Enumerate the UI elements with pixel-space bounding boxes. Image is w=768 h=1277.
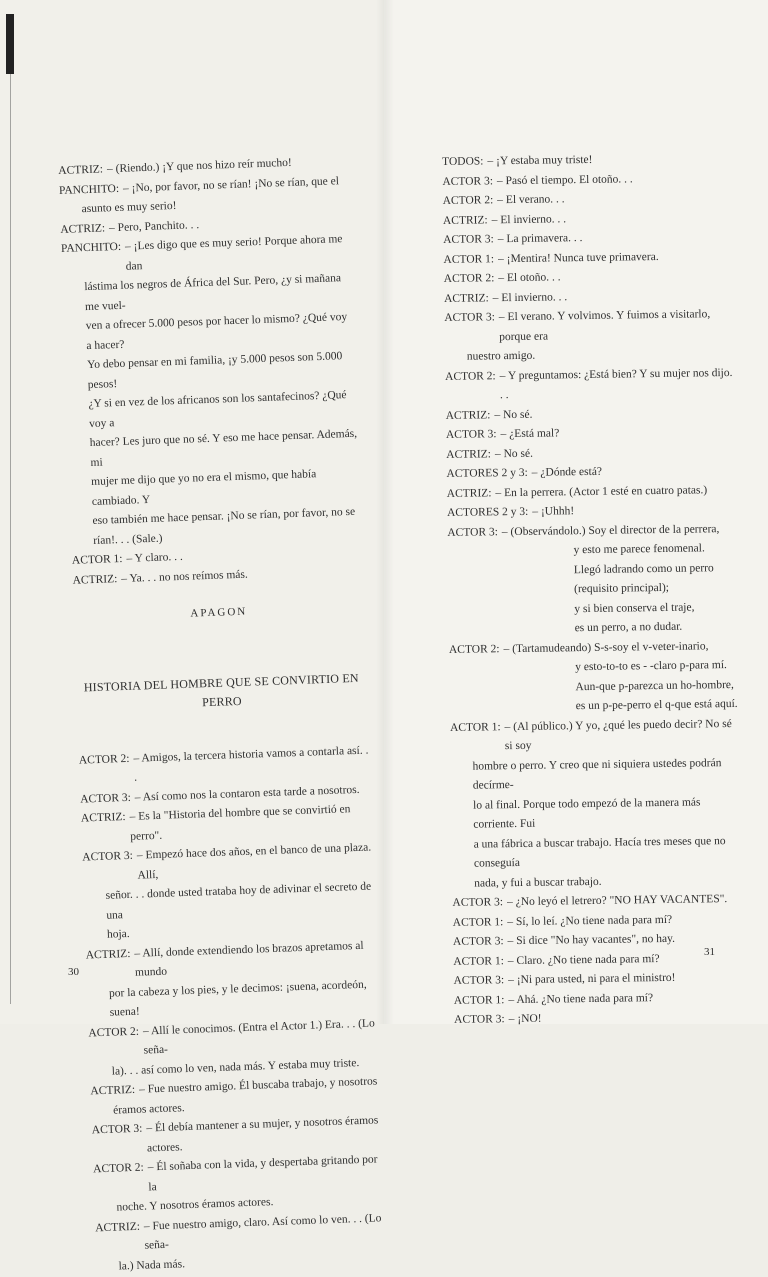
line-text: – ¡Les digo que es muy serio! Porque ahora me dan [124, 233, 343, 273]
dialogue-line [451, 792, 742, 835]
line-text: ¿Y si en vez de los africanos son los santafecinos? ¿Qué voy a [88, 389, 347, 430]
line-text: ven a ofrecer 5.000 pesos por hacer lo mismo? ¿Qué voy a hacer? [85, 311, 348, 352]
line-text: – El invierno. . . [491, 212, 567, 226]
line-text: – ¡Uhhh! [532, 505, 575, 518]
line-text: rían!. . . (Sale.) [93, 532, 163, 547]
speaker-name: TODOS: [442, 155, 484, 168]
verse-line: y si bien conserva el traje, [574, 601, 695, 615]
speaker-name: ACTRIZ: [446, 447, 492, 461]
scan-edge-mark [6, 14, 14, 74]
line-text: – No sé. [494, 447, 534, 460]
line-text: – ¡Ni para usted, ni para el ministro! [508, 971, 676, 987]
speaker-name: ACTOR 3: [452, 935, 504, 948]
scan-edge-line [10, 74, 11, 1004]
line-text: – Claro. ¿No tiene nada para mí? [507, 952, 660, 967]
line-text: nuestro amigo. [466, 349, 536, 363]
line-text: – (Al público.) Y yo, ¿qué les puedo decir? No sé si soy [504, 717, 732, 753]
speaker-name: PANCHITO: [58, 182, 120, 197]
line-text: – El invierno. . . [492, 290, 568, 304]
dialogue-line [450, 714, 741, 757]
dialogue-line [454, 1007, 744, 1031]
line-text: – ¡Y estaba muy triste! [487, 153, 593, 168]
verse-line: es un perro, a no dudar. [574, 620, 683, 635]
line-text: – Pero, Panchito. . . [108, 218, 200, 234]
verse-line: y esto-to-to es - -claro p-para mí. [575, 659, 727, 674]
page-number-right: 31 [704, 946, 715, 958]
speaker-name: ACTRIZ: [72, 572, 118, 587]
line-text: por la cabeza y los pies, y le decimos: ¡suena, acordeón, suena! [108, 978, 367, 1019]
left-dialogue-block-2 [79, 741, 387, 1277]
verse-line: y esto me parece fenomenal. [573, 542, 705, 557]
left-dialogue-block-1 [58, 152, 363, 591]
line-text: – ¡NO! [508, 1012, 542, 1026]
speaker-name: ACTOR 2: [88, 1025, 140, 1039]
speaker-name: ACTORES 2 y 3: [446, 466, 528, 480]
line-text: asunto es muy serio! [81, 199, 177, 216]
line-text: – ¿Dónde está? [531, 465, 603, 479]
speaker-name: ACTOR 3: [442, 174, 494, 188]
line-text: – Ya. . . no nos reímos más. [121, 568, 248, 585]
verse-line: Aun-que p-parezca un ho-hombre, [575, 678, 734, 693]
speaker-name: ACTRIZ: [446, 486, 492, 500]
line-text: – Sí, lo leí. ¿No tiene nada para mí? [507, 913, 673, 928]
speaker-name: ACTORES 2 y 3: [446, 505, 529, 519]
line-text: – ¿No leyó el letrero? "NO HAY VACANTES". [506, 893, 728, 909]
speaker-name: ACTOR 3: [80, 791, 132, 806]
book-gutter [376, 0, 394, 1024]
line-text: noche. Y nosotros éramos actores. [116, 1196, 274, 1214]
line-text: – Allí, donde extendiendo los brazos apretamos al mundo [134, 939, 364, 979]
right-dialogue-block-end [450, 714, 744, 1030]
speaker-name: ACTRIZ: [80, 811, 126, 825]
line-text: – La primavera. . . [497, 232, 583, 246]
speaker-name: ACTOR 3: [447, 525, 498, 539]
line-text: – Así como nos la contaron esta tarde a nosotros. [134, 783, 360, 804]
speaker-name: ACTOR 3: [445, 428, 497, 441]
speaker-name: ACTRIZ: [95, 1220, 141, 1234]
line-text: hombre o perro. Y creo que ni siquiera ustedes podrán decírme- [472, 756, 722, 792]
line-text: – Y preguntamos: ¿Está bien? Y su mujer nos dijo. . . [499, 366, 733, 402]
dialogue-line [445, 363, 736, 406]
speaker-name: ACTRIZ: [60, 221, 106, 236]
line-text: hoja. [106, 927, 130, 941]
left-page-text [58, 152, 387, 1277]
dialogue-line [452, 831, 743, 874]
speaker-name: PANCHITO: [60, 240, 122, 255]
speaker-name: ACTOR 2: [443, 272, 495, 285]
line-text: – (Riendo.) ¡Y que nos hizo reír mucho! [106, 156, 292, 176]
speaker-name: ACTOR 3: [453, 974, 505, 987]
line-text: la). . . así como lo ven, nada más. Y estaba muy triste. [111, 1056, 360, 1078]
right-dialogue-block [442, 149, 737, 543]
line-text: – ¡Mentira! Nunca tuve primavera. [497, 250, 659, 265]
line-text: – No sé. [494, 408, 533, 421]
line-text: eso también me hace pensar. ¡No se rían, por favor, no se [92, 505, 356, 528]
speaker-name: ACTRIZ: [445, 408, 491, 422]
speaker-name: ACTOR 2: [92, 1161, 144, 1176]
speaker-name: ACTRIZ: [443, 291, 489, 305]
line-text: – Fue nuestro amigo. Él buscaba trabajo, y nosotros [138, 1075, 378, 1096]
line-text: – ¿Está mal? [500, 427, 560, 441]
speaker-name: ACTOR 1: [452, 915, 504, 929]
speaker-name: ACTRIZ: [90, 1083, 136, 1098]
line-text: – El otoño. . . [498, 271, 561, 285]
line-text: – (Observándolo.) Soy el director de la perrera, [501, 522, 720, 538]
speaker-name: ACTOR 3: [452, 896, 504, 909]
speaker-name: ACTOR 2: [442, 194, 494, 207]
speaker-name: ACTOR 2: [445, 369, 496, 383]
line-text: mujer me dijo que yo no era el mismo, que había cambiado. Y [90, 468, 317, 508]
line-text: a una fábrica a buscar trabajo. Hacía tres meses que no conseguía [473, 834, 726, 870]
line-text: señor. . . donde usted trataba hoy de adivinar el secreto de una [105, 880, 372, 922]
speaker-name: ACTOR 1: [453, 954, 504, 968]
dialogue-line [444, 305, 735, 348]
speaker-name: ACTOR 1: [71, 552, 123, 567]
line-text: – Si dice "No hay vacantes", no hay. [507, 932, 676, 948]
verse-line: es un p-pe-perro el q-que está aquí. [575, 697, 738, 713]
line-text: – Fue nuestro amigo, claro. Así como lo ven. . . (Lo seña- [143, 1211, 382, 1252]
line-text: – Allí le conocimos. (Entra el Actor 1.) Era. . . (Lo seña- [142, 1016, 375, 1057]
speaker-name: ACTOR 1: [443, 252, 495, 266]
speaker-name: ACTOR 2: [448, 642, 500, 656]
verse-line: (requisito principal); [574, 581, 670, 596]
line-text: éramos actores. [112, 1101, 185, 1117]
line-text: – En la perrera. (Actor 1 esté en cuatro patas.) [495, 483, 708, 499]
page-number-left: 30 [68, 966, 79, 978]
speaker-name: ACTOR 3: [444, 311, 495, 324]
line-text: – Ahá. ¿No tiene nada para mí? [508, 991, 654, 1006]
line-text: nada, y fui a buscar trabajo. [474, 875, 602, 890]
line-text: hacer? Les juro que no sé. Y eso me hace pensar. Además, mi [89, 427, 358, 469]
speaker-name: ACTOR 2: [78, 752, 130, 767]
line-text: lo al final. Porque todo empezó de la manera más corriente. Fui [473, 795, 701, 831]
verse-line: Llegó ladrando como un perro [573, 561, 714, 576]
line-text: – (Tartamudeando) S-s-soy el v-veter-inario, [503, 639, 709, 655]
right-page-text [442, 149, 744, 1030]
line-text: – Es la "Historia del hombre que se convirtió en perro". [129, 803, 351, 843]
line-text: – Él soñaba con la vida, y despertaba gritando por la [147, 1153, 378, 1193]
speaker-name: ACTOR 3: [443, 233, 494, 246]
speaker-name: ACTRIZ: [85, 947, 131, 962]
speaker-name: ACTOR 3: [454, 1013, 505, 1026]
speaker-name: ACTOR 1: [453, 993, 505, 1007]
dialogue-line [450, 753, 741, 796]
speaker-name: ACTOR 3: [82, 849, 134, 864]
line-text: Yo debo pensar en mi familia, ¡y 5.000 pesos son 5.000 pesos! [86, 350, 343, 391]
speaker-name: ACTRIZ: [442, 213, 488, 227]
apagon-heading: APAGON [190, 605, 248, 620]
veterinarian-verse [449, 656, 740, 719]
speaker-name: ACTRIZ: [58, 163, 104, 177]
line-text: – ¡No, por favor, no se rían! ¡No se rían, que el [122, 174, 340, 195]
line-text: – Empezó hace dos años, en el banco de una plaza. Allí, [136, 841, 372, 882]
speaker-name: ACTOR 3: [91, 1122, 143, 1137]
director-verse [447, 539, 738, 641]
line-text: – Amigos, la tercera historia vamos a contarla así. . . [133, 744, 369, 784]
line-text: – Y claro. . . [126, 550, 183, 565]
line-text: la.) Nada más. [118, 1257, 186, 1273]
line-text: – El verano. Y volvimos. Y fuimos a visitarlo, porque era [498, 308, 711, 343]
line-text: – Él debía mantener a su mujer, y nosotros éramos actores. [146, 1114, 379, 1154]
section-title: HISTORIA DEL HOMBRE QUE SE CONVIRTIO EN PERRO [83, 670, 359, 710]
line-text: – Pasó el tiempo. El otoño. . . [496, 172, 633, 187]
line-text: – El verano. . . [497, 193, 565, 207]
speaker-name: ACTOR 1: [449, 720, 501, 734]
line-text: lástima los negros de África del Sur. Pero, ¿y si mañana me vuel- [84, 272, 342, 313]
